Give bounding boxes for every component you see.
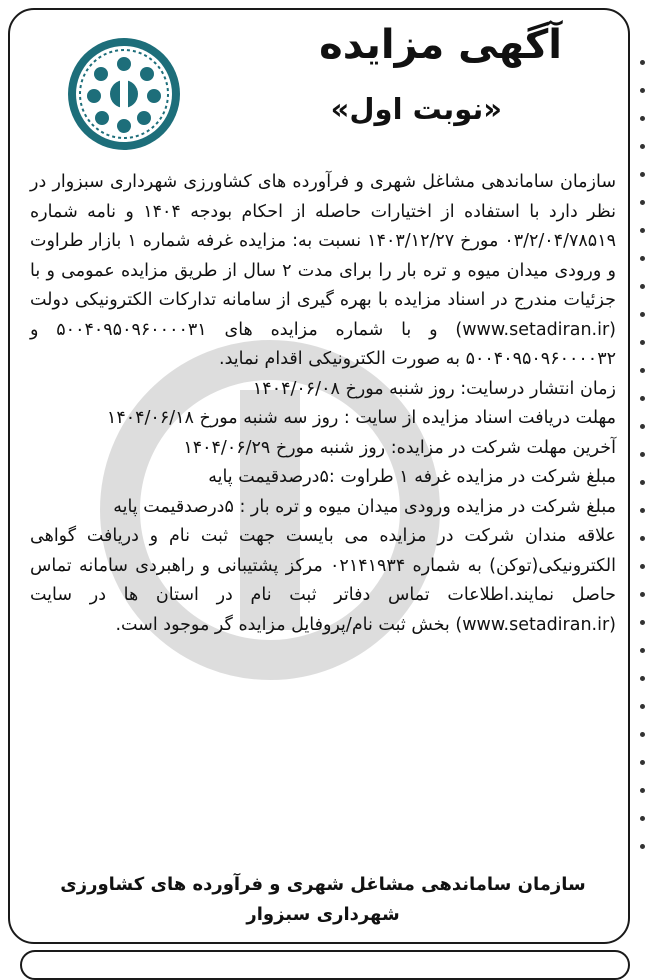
notice-footer [30,870,616,930]
deposit-booth-line: مبلغ شرکت در مزایده غرفه ۱ طراوت :۵درصدقیمت پایه [208,467,616,487]
deposit-entrance-line: مبلغ شرکت در مزایده ورودی میدان میوه و تره بار : ۵درصدقیمت پایه [113,496,616,517]
municipality-name: شهرداری سبزوار [246,904,400,925]
intro-paragraph: سازمان ساماندهی مشاغل شهری و فرآورده های کشاورزی شهرداری سبزوار در نظر دارد با استفاده از اختیارات حاصله از احکام بودجه ۱۴۰۴ و نامه شماره ۰۳/۲/۰۴/۷۸۵۱۹ مورخ ۱۴۰۳/۱۲/۲۷ نسبت به: مزایده غرفه شماره ۱ بازار طراوت و ورودی میدان میوه و تره بار را برای مدت ۲ سال از طریق مزایده عمومی و با جزئیات مندرج در اسناد مزایده با بهره گیری از سامانه تدارکات الکترونیکی دولت (www.setadiran.ir) و با شماره مزایده های ۵۰۰۴۰۹۵۰۹۶۰۰۰۰۳۱ و ۵۰۰۴۰۹۵۰۹۶۰۰۰۰۳۲ به صورت الکترونیکی اقدام نماید. [30,172,617,369]
header [20,14,622,164]
notice-body [30,168,616,640]
organization-name: سازمان ساماندهی مشاغل شهری و فرآورده های کشاورزی [60,874,586,895]
participation-deadline-line: آخرین مهلت شرکت در مزایده: روز شنبه مورخ ۱۴۰۴/۰۶/۲۹ [183,437,616,458]
publish-date-line: زمان انتشار درسایت: روز شنبه مورخ ۱۴۰۴/۰۶/۰۸ [252,378,616,399]
document-deadline-line: مهلت دریافت اسناد مزایده از سایت : روز سه شنبه مورخ ۱۴۰۴/۰۶/۱۸ [106,408,616,428]
next-notice-frame [20,950,630,980]
municipality-seal-icon [64,34,184,154]
registration-paragraph: علاقه مندان شرکت در مزایده می بایست جهت ثبت نام و دریافت گواهی الکترونیکی(توکن) به شماره ۰۲۱۴۱۹۳۴ مرکز پشتیبانی و راهبردی سامانه تماس حاصل نمایند.اطلاعات تماس دفاتر ثبت نام در استان ها در سایت (www.setadiran.ir) بخش ثبت نام/پروفایل مزایده گر موجود است. [30,526,617,635]
notice-subtitle: «نوبت اول» [330,92,502,126]
side-dots [638,40,646,940]
notice-title: آگهی مزایده [319,22,562,68]
